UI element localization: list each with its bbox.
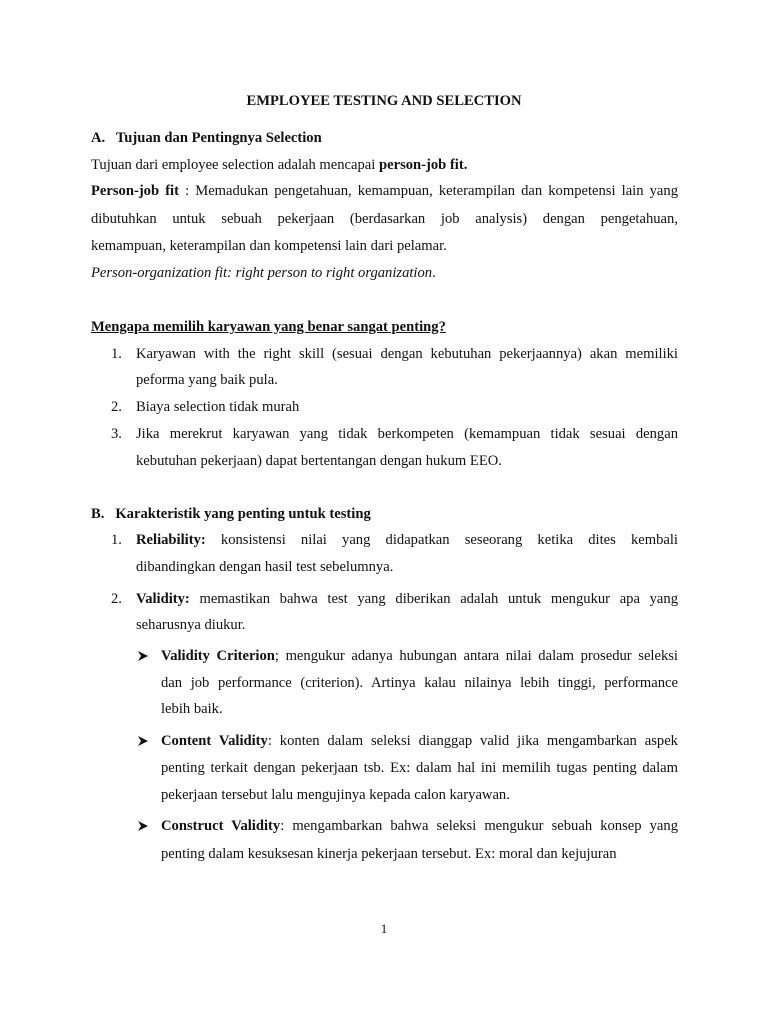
purpose-paragraph [91,156,678,174]
testing-item-2-number: 2. [111,591,122,607]
purpose-bold-term: person-job fit. [379,157,468,173]
section-b-heading: B. Karakteristik yang penting untuk testing [91,506,371,522]
purpose-text: Tujuan dari employee selection adalah mencapai [91,157,379,173]
why-item-3-line-1: Jika merekrut karyawan yang tidak berkompeten (kemampuan tidak sesuai dengan [136,426,678,442]
testing-item-1-line-2: dibandingkan dengan hasil test sebelumnya. [136,559,394,575]
section-a-heading: A. Tujuan dan Pentingnya Selection [91,130,322,146]
why-item-3-number: 3. [111,426,122,442]
why-item-1-number: 1. [111,346,122,362]
construct-validity-term: Construct Validity [161,818,281,834]
bullet-1-line-3: lebih baik. [161,701,223,717]
org-fit-period: . [432,265,436,281]
testing-item-1-number: 1. [111,532,122,548]
validity-criterion-text: ; mengukur adanya hubungan antara nilai dalam prosedur seleksi [274,648,678,664]
bullet-2-line-3: pekerjaan tersebut lalu mengujinya kepada calon karyawan. [161,787,510,803]
why-item-2-line-1: Biaya selection tidak murah [136,399,300,415]
why-heading: Mengapa memilih karyawan yang benar sangat penting? [91,319,446,335]
org-fit-line [91,264,678,282]
page-number: 1 [380,921,388,936]
document-title: EMPLOYEE TESTING AND SELECTION [246,93,522,109]
org-fit-italic: Person-organization fit: right person to right organization [91,265,433,281]
bullet-1-line-1 [161,647,678,665]
testing-item-1-line-1 [136,531,678,549]
construct-validity-text: : mengambarkan bahwa seleksi mengukur sebuah konsep yang [280,818,678,834]
reliability-text: konsistensi nilai yang didapatkan seseorang ketika dites kembali [205,532,678,548]
validity-criterion-term: Validity Criterion [161,648,275,664]
bullet-2-line-2: penting terkait dengan pekerjaan tsb. Ex: dalam hal ini memilih tugas penting dalam [161,760,678,776]
validity-term: Validity: [136,591,190,607]
definition-text-1: : Memadukan pengetahuan, kemampuan, keterampilan dan kompetensi lain yang [178,183,678,199]
content-validity-text: : konten dalam seleksi dianggap valid jika mengambarkan aspek [267,733,678,749]
why-item-1-line-2: peforma yang baik pula. [136,372,278,388]
definition-line-3: kemampuan, keterampilan dan kompetensi lain dari pelamar. [91,238,447,254]
definition-line-2: dibutuhkan untuk sebuah pekerjaan (berdasarkan job analysis) dengan pengetahuan, [91,211,678,227]
arrowhead-bullet-icon [136,817,150,835]
bullet-2-line-1 [161,732,678,750]
bullet-3-line-2: penting dalam kesuksesan kinerja pekerjaan tersebut. Ex: moral dan kejujuran [161,846,617,862]
arrowhead-bullet-icon [136,732,150,750]
content-validity-term: Content Validity [161,733,268,749]
arrowhead-bullet-icon [136,647,150,665]
testing-item-2-line-2: seharusnya diukur. [136,617,246,633]
why-item-3-line-2: kebutuhan pekerjaan) dapat bertentangan dengan hukum EEO. [136,453,502,469]
validity-text: memastikan bahwa test yang diberikan adalah untuk mengukur apa yang [189,591,678,607]
bullet-1-line-2: dan job performance (criterion). Artinya kalau nilainya lebih tinggi, performance [161,675,678,691]
bullet-3-line-1 [161,817,678,835]
reliability-term: Reliability: [136,532,206,548]
definition-line-1 [91,182,678,200]
definition-term: Person-job fit [91,183,179,199]
why-item-1-line-1: Karyawan with the right skill (sesuai dengan kebutuhan pekerjaannya) akan memiliki [136,346,678,362]
testing-item-2-line-1 [136,590,678,608]
why-item-2-number: 2. [111,399,122,415]
